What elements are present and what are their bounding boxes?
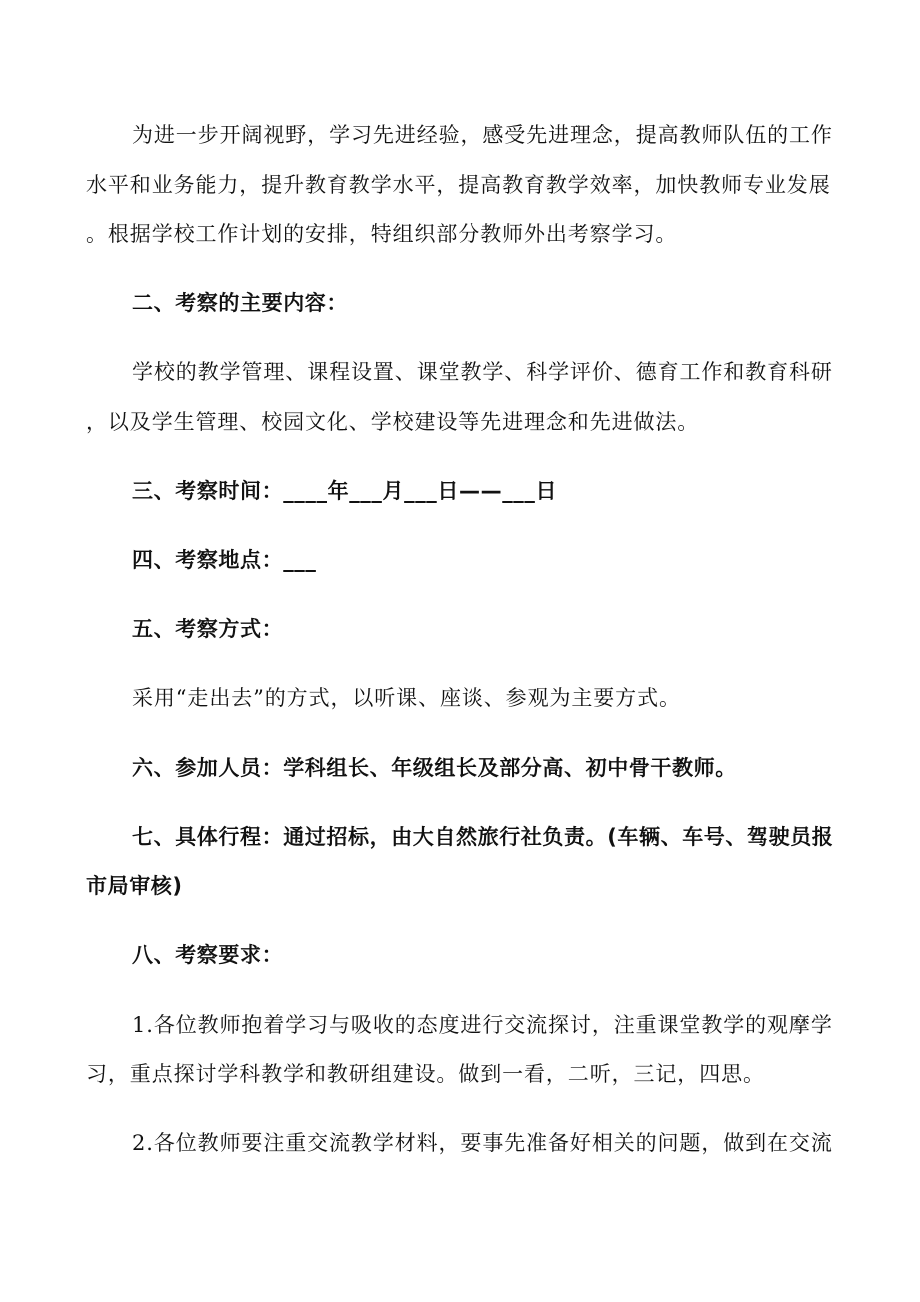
requirement-1-line-1: 1.各位教师抱着学习与吸收的态度进行交流探讨，注重课堂教学的观摩学 <box>132 1013 833 1037</box>
intro-line-2: 水平和业务能力，提升教育教学水平，提高教育教学效率，加快教师专业发展 <box>86 173 831 197</box>
requirement-2-line-1: 2.各位教师要注重交流教学材料，要事先准备好相关的问题，做到在交流 <box>132 1131 833 1155</box>
section-5-heading: 五、考察方式： <box>132 617 284 641</box>
section-7-heading-line-1: 七、具体行程：通过招标，由大自然旅行社负责。(车辆、车号、驾驶员报 <box>132 825 834 849</box>
section-8-heading: 八、考察要求： <box>132 943 284 967</box>
section-7-heading-line-2: 市局审核) <box>86 874 183 898</box>
intro-line-3: 。根据学校工作计划的安排，特组织部分教师外出考察学习。 <box>86 222 678 246</box>
requirement-1-line-2: 习，重点探讨学科教学和教研组建设。做到一看，二听，三记，四思。 <box>86 1062 765 1086</box>
section-2-body-line-2: ，以及学生管理、校园文化、学校建设等先进理念和先进做法。 <box>86 410 700 434</box>
intro-line-1: 为进一步开阔视野，学习先进经验，感受先进理念，提高教师队伍的工作 <box>132 123 833 147</box>
section-4-heading: 四、考察地点：___ <box>132 548 317 572</box>
section-6-heading: 六、参加人员：学科组长、年级组长及部分高、初中骨干教师。 <box>132 756 737 780</box>
section-2-heading: 二、考察的主要内容： <box>132 291 348 315</box>
section-5-body: 采用“走出去”的方式，以听课、座谈、参观为主要方式。 <box>132 686 681 710</box>
section-2-body-line-1: 学校的教学管理、课程设置、课堂教学、科学评价、德育工作和教育科研 <box>132 360 833 384</box>
section-3-heading: 三、考察时间：____年___月___日——___日 <box>132 479 558 503</box>
